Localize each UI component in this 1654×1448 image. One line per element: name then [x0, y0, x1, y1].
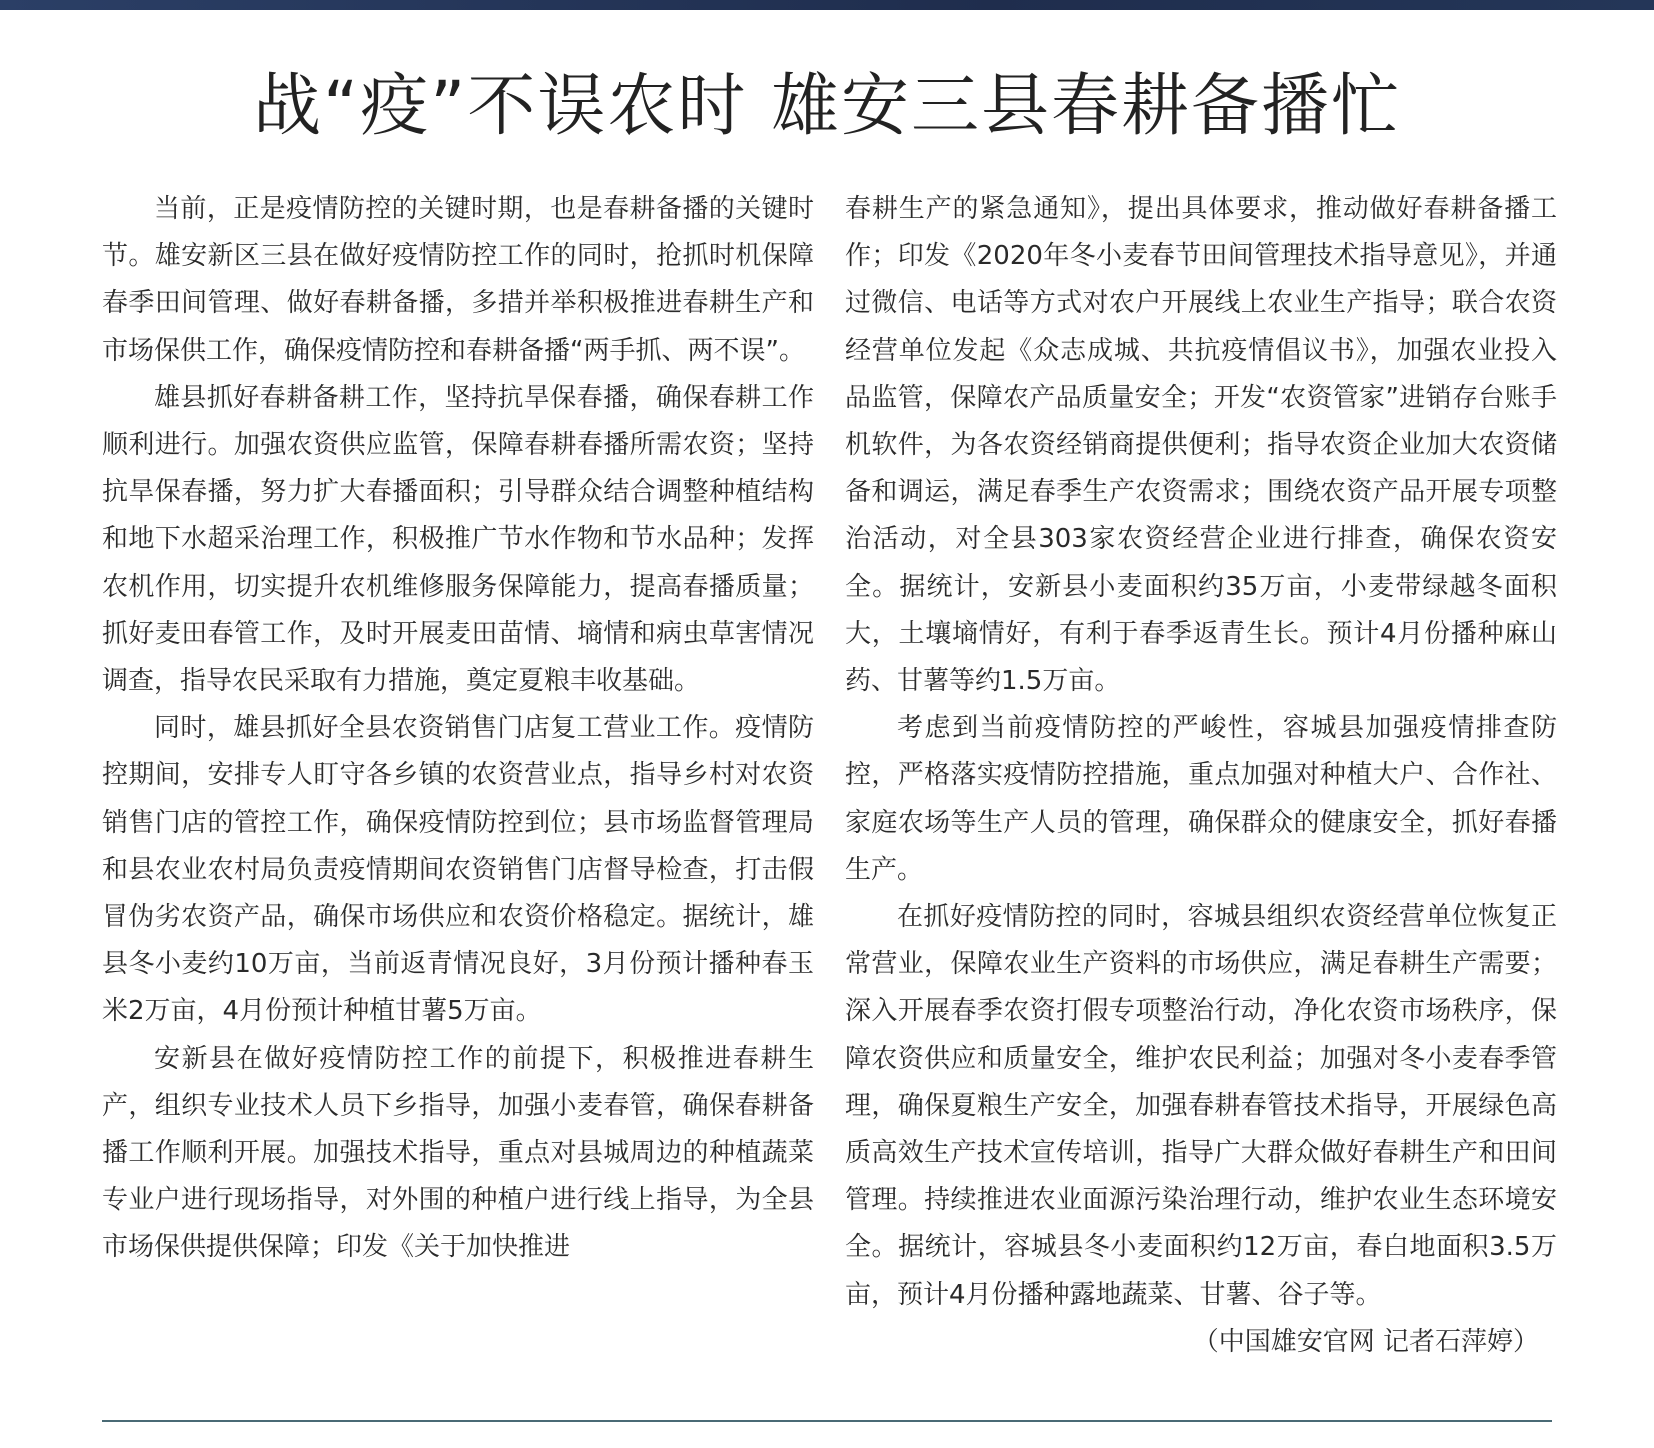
paragraph-intro: 当前，正是疫情防控的关键时期，也是春耕备播的关键时节。雄安新区三县在做好疫情防控工作的同时，抢抓时机保障春季田间管理、做好春耕备播，多措并举积极推进春耕生产和市场保供工作，确保疫情防控和春耕备播“两手抓、两不误”。: [102, 194, 814, 366]
article-byline: （中国雄安官网 记者石萍婷）: [1192, 1326, 1539, 1357]
article-title: 战“疫”不误农时 雄安三县春耕备播忙: [252, 67, 1402, 146]
paragraph-rongcheng-production: 在抓好疫情防控的同时，容城县组织农资经营单位恢复正常营业，保障农业生产资料的市场供应，满足春耕生产需要；深入开展春季农资打假专项整治行动，净化农资市场秩序，保障农资供应和质量安全，维护农民利益；加强对冬小麦春季管理，确保夏粮生产安全，加强春耕春管技术指导，开展绿色高质高效生产技术宣传培训，指导广大群众做好春耕生产和田间管理。持续推进农业面源污染治理行动，维护农业生态环境安全。据统计，容城县冬小麦面积约12万亩，春白地面积3.5万亩，预计4月份播种露地蔬菜、甘薯、谷子等。: [845, 902, 1557, 1310]
paragraph-anxin-continued: 春耕生产的紧急通知》，提出具体要求，推动做好春耕备播工作；印发《2020年冬小麦春节田间管理技术指导意见》，并通过微信、电话等方式对农户开展线上农业生产指导；联合农资经营单位发起《众志成城、共抗疫情倡议书》，加强农业投入品监管，保障农产品质量安全；开发“农资管家”进销存台账手机软件，为各农资经销商提供便利；指导农资企业加大农资储备和调运，满足春季生产农资需求；围绕农资产品开展专项整治活动，对全县303家农资经营企业进行排查，确保农资安全。据统计，安新县小麦面积约35万亩，小麦带绿越冬面积大，土壤墒情好，有利于春季返青生长。预计4月份播种麻山药、甘薯等约1.5万亩。: [845, 194, 1557, 697]
article-left-column: [102, 186, 814, 1272]
article-right-column: [845, 186, 1557, 1366]
bottom-divider: [102, 1420, 1552, 1422]
paragraph-rongcheng-prevention: 考虑到当前疫情防控的严峻性，容城县加强疫情排查防控，严格落实疫情防控措施，重点加强对种植大户、合作社、家庭农场等生产人员的管理，确保群众的健康安全，抓好春播生产。: [845, 713, 1557, 885]
paragraph-xiongxian-spring-plowing: 雄县抓好春耕备耕工作，坚持抗旱保春播，确保春耕工作顺利进行。加强农资供应监管，保障春耕春播所需农资；坚持抗旱保春播，努力扩大春播面积；引导群众结合调整种植结构和地下水超采治理工作，积极推广节水作物和节水品种；发挥农机作用，切实提升农机维修服务保障能力，提高春播质量；抓好麦田春管工作，及时开展麦田苗情、墒情和病虫草害情况调查，指导农民采取有力措施，奠定夏粮丰收基础。: [102, 382, 814, 697]
paragraph-xiongxian-agri-stores: 同时，雄县抓好全县农资销售门店复工营业工作。疫情防控期间，安排专人盯守各乡镇的农资营业点，指导乡村对农资销售门店的管控工作，确保疫情防控到位；县市场监督管理局和县农业农村局负责疫情期间农资销售门店督导检查，打击假冒伪劣农资产品，确保市场供应和农资价格稳定。据统计，雄县冬小麦约10万亩，当前返青情况良好，3月份预计播种春玉米2万亩，4月份预计种植甘薯5万亩。: [102, 713, 814, 1027]
paragraph-anxin-county: 安新县在做好疫情防控工作的前提下，积极推进春耕生产，组织专业技术人员下乡指导，加强小麦春管，确保春耕备播工作顺利开展。加强技术指导，重点对县城周边的种植蔬菜专业户进行现场指导，对外围的种植户进行线上指导，为全县市场保供提供保障；印发《关于加快推进: [102, 1043, 814, 1263]
top-decorative-bar: [0, 0, 1654, 10]
